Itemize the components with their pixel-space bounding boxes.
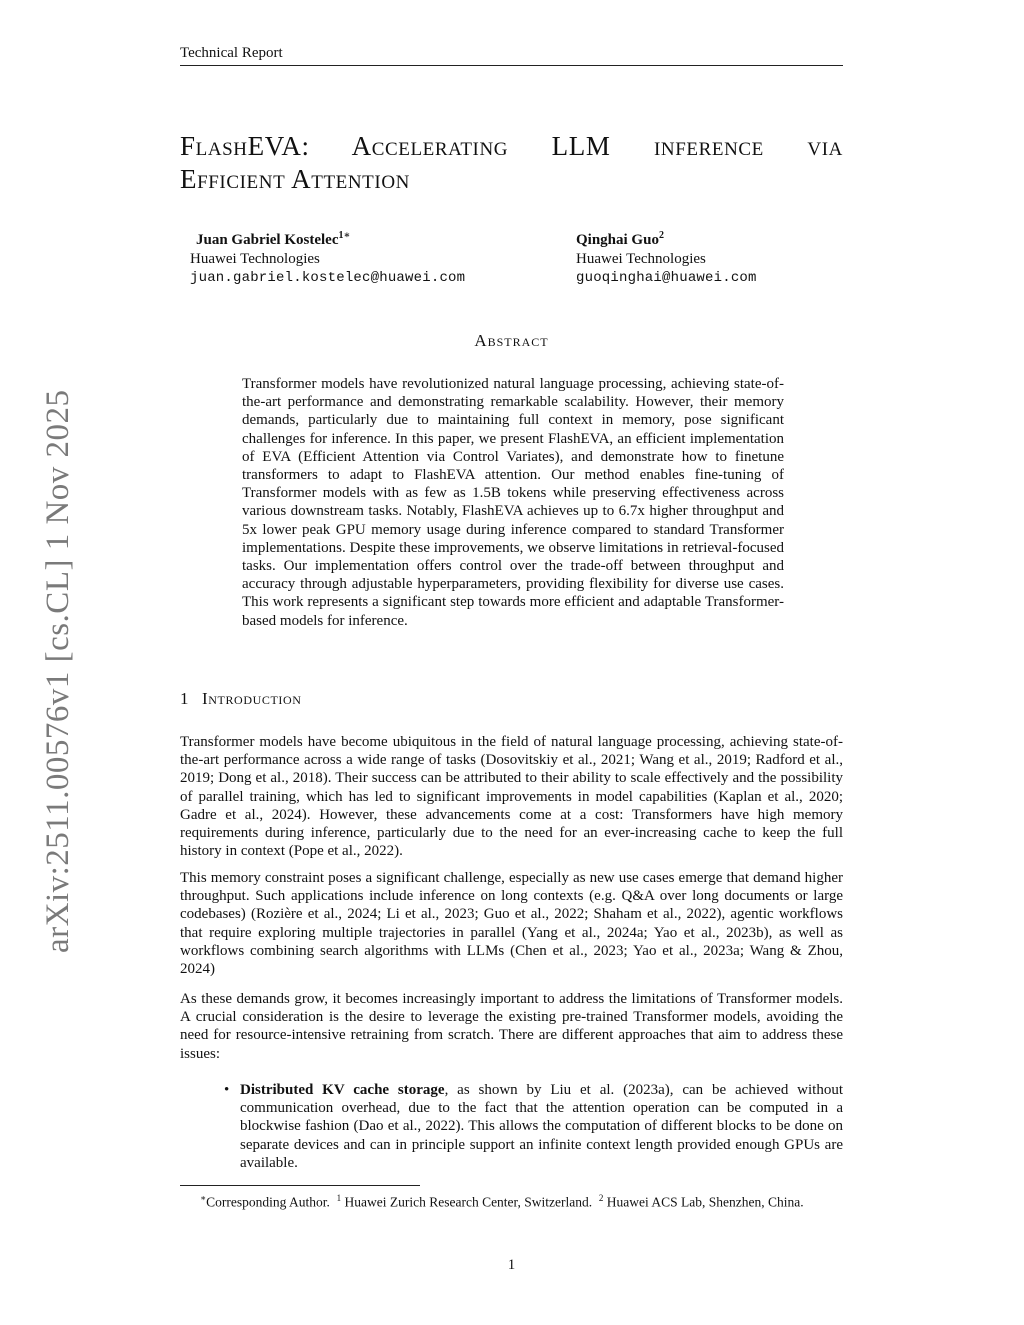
bullet-text: , as shown by Liu et al. (2023a), can be achieved without communication overhead, due to the fact that the attention operation can be computed in a blockwise fashion (Dao et al., 2022). This allows the computation of different blocks to be done on separate devices and can in principle support an infinite context length provided enough GPUs are available. [240, 1082, 843, 1171]
bullet-icon: • [224, 1082, 230, 1098]
footnote-text-2: Huawei ACS Lab, Shenzhen, China. [606, 1194, 804, 1210]
section-number: 1 [180, 689, 190, 708]
intro-paragraph-2: This memory constraint poses a significant challenge, especially as new use cases emerge that demand higher throughput. Such applications include inference on long contexts (e.g. Q&A over long documents or large codebases) (Rozière et al., 2024; Li et al., 2023; Guo et al., 2022; Shaham et al., 2022), agentic workflows that require exploring multiple trajectories in parallel (Yang et al., 2024a; Yao et al., 2023b), as well as workflows combining search algorithms with LLMs (Chen et al., 2023; Yao et al., 2023a; Wang & Zhou, 2024) [180, 870, 843, 978]
author-email: juan.gabriel.kostelec@huawei.com [190, 270, 466, 286]
intro-paragraph-1: Transformer models have become ubiquitous in the field of natural language processing, achieving state-of-the-art performance across a wide range of tasks (Dosovitskiy et al., 2021; Wang et al., 2019; Radford et al., 2019; Dong et al., 2018). Their success can be attributed to their ability to scale effectively and the possibility of parallel training, which has led to significant improvements in model capabilities (Kaplan et al., 2020; Gadre et al., 2024). However, these advancements come at a cost: Transformers have high memory requirements during inference, particularly due to the need for an ever-increasing cache to keep the full history in context (Pope et al., 2022). [180, 734, 843, 860]
footnote-text-star: Corresponding Author. [206, 1194, 330, 1210]
footnote-text-1: Huawei Zurich Research Center, Switzerland. [344, 1194, 593, 1210]
author-name: Juan Gabriel Kostelec$^{1∗}$ [196, 230, 351, 248]
bullet-term: Distributed KV cache storage [240, 1082, 445, 1098]
footnote-mark-1: 1 [336, 1193, 342, 1203]
running-header: Technical Report [180, 45, 283, 61]
paper-title [180, 130, 843, 196]
author-email: guoqinghai@huawei.com [576, 270, 757, 286]
abstract-text: Transformer models have revolutionized natural language processing, achieving state-of-the-art performance and demonstrating remarkable scalability. However, their memory demands, particularly due to maintaining full context in memory, pose significant challenges for inference. In this paper, we present FlashEVA, an efficient implementation of EVA (Efficient Attention via Control Variates), and demonstrate how to finetune transformers to adapt to FlashEVA attention. Our method enables fine-tuning of Transformer models with as few as 1.5B tokens while preserving effectiveness across various downstream tasks. Notably, FlashEVA achieves up to 6.7x higher throughput and 5x lower peak GPU memory usage during inference compared to standard Transformer implementations. Despite these improvements, we observe limitations in retrieval-focused tasks. Our implementation offers control over the trade-off between throughput and accuracy through adjustable hyperparameters, providing flexibility for diverse use cases. This work represents a significant step towards more efficient and adaptable Transformer-based models for inference. [242, 376, 784, 629]
footnote-mark-star: ∗ [200, 1193, 207, 1203]
section-title: Introduction [202, 689, 302, 708]
author-name: Qinghai Guo$^2$ [576, 230, 664, 248]
section-heading-introduction [180, 689, 302, 709]
author-block-1 [190, 226, 465, 288]
author-marks: 1∗ [338, 230, 351, 241]
author-affiliation: Huawei Technologies [190, 251, 320, 267]
abstract-heading: Abstract [474, 331, 549, 350]
title-line-2: Efficient Attention [180, 164, 410, 194]
author-block-2 [576, 226, 757, 288]
arxiv-identifier-stamp: arXiv:2511.00576v1 [cs.CL] 1 Nov 2025 [40, 389, 76, 953]
author-marks: 2 [658, 230, 664, 241]
footnote-mark-2: 2 [598, 1193, 604, 1203]
intro-paragraph-3: As these demands grow, it becomes increasingly important to address the limitations of Transformer models. A crucial consideration is the desire to leverage the existing pre-trained Transformer models, avoiding the need for resource-intensive retraining from scratch. There are different approaches that aim to address these issues: [180, 991, 843, 1062]
title-line-1: FlashEVA: Accelerating LLM inference via [180, 131, 843, 161]
bullet-item [224, 1081, 843, 1172]
page-number: 1 [507, 1257, 516, 1273]
footnote [180, 1190, 843, 1211]
header-rule [180, 65, 843, 66]
author-affiliation: Huawei Technologies [576, 251, 706, 267]
footnote-rule [180, 1185, 420, 1186]
